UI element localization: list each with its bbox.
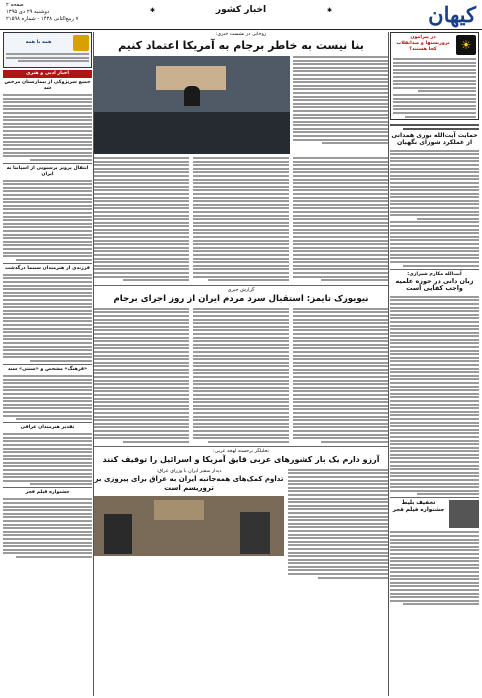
- item-headline: زبان دانی در حوزه علمیه واجب کفایی است: [395, 276, 474, 293]
- gift-icon: [73, 35, 89, 51]
- item-headline: جشنواره فیلم فجر: [25, 490, 70, 496]
- box-lead: تروریستها و ضدانقلاب کجا هستند؟: [396, 41, 450, 52]
- box-title: همه با همه: [25, 40, 52, 45]
- story-kicker: دیدار سفیر ایران با وزرای عراق:: [156, 468, 222, 474]
- item-headline: «فرهنگ» مشخص و «سنتی» سند: [7, 367, 88, 372]
- item-kicker: آیت‌الله مکارم شیرازی:: [407, 271, 462, 277]
- page-header: [0, 0, 482, 30]
- item-headline: حمایت آیت‌الله نوری همدانی از عملکرد شورای نگهبان: [391, 131, 478, 147]
- box-title: در پیرامون: [410, 35, 436, 40]
- story-kicker: گزارش خبری: [227, 287, 255, 293]
- news-banner: اخبار ادبی و هنری: [3, 70, 92, 78]
- section-title: اخبار کشور: [215, 5, 267, 15]
- item-headline: تخفیف بلیط جشنواره فیلم فجر: [392, 500, 445, 514]
- story-kicker: تحلیلگر برجسته لهجه عربی:: [213, 449, 269, 455]
- left-column: [3, 32, 92, 696]
- kayhan-logo: کیهان: [428, 2, 476, 27]
- item-headline: فرزندی از هنرمندان سینما درگذشت: [5, 265, 90, 271]
- editorial-box: [390, 32, 479, 120]
- press-conference-photo: [94, 56, 290, 154]
- headline-kicker: روحانی در نشست خبری:: [215, 32, 267, 37]
- film-poster-image: [449, 500, 479, 528]
- story-headline: تداوم کمک‌های همه‌جانبه ایران به عراق برای پیروزی بر تروریسم است: [94, 474, 284, 492]
- item-headline: تقدیر هنرمندان عراقی: [20, 425, 75, 431]
- story-headline: آرزو دارم یک بار کشورهای عربی قایق آمریکا و اسرائیل را توقیف کنند: [102, 455, 380, 465]
- meeting-photo: [94, 496, 284, 556]
- left-box: [3, 32, 92, 68]
- sun-icon: ☀: [456, 35, 476, 55]
- item-headline: جمیع سرپژوکی از بیمارستان مرخص شد: [4, 80, 91, 91]
- star-icon: ✱: [150, 7, 156, 14]
- star-icon: ✱: [326, 7, 332, 14]
- issue-info: صفحه ۲ دوشنبه ۲۹ دی ۱۳۹۵ ۷ ربیع‌الثانی ۱۴۳۸ - شماره ۲۱۵۹۸: [6, 2, 79, 22]
- item-headline: انتقال پرویز پرستویی از اسپانیا به ایران: [6, 165, 89, 177]
- right-column: [390, 32, 479, 696]
- main-headline: بنا نیست به خاطر برجام به آمریکا اعتماد کنیم: [118, 39, 364, 52]
- main-area: [94, 32, 388, 696]
- story-headline: نیویورک تایمز: استقبال سرد مردم ایران از روز اجرای برجام: [113, 293, 369, 304]
